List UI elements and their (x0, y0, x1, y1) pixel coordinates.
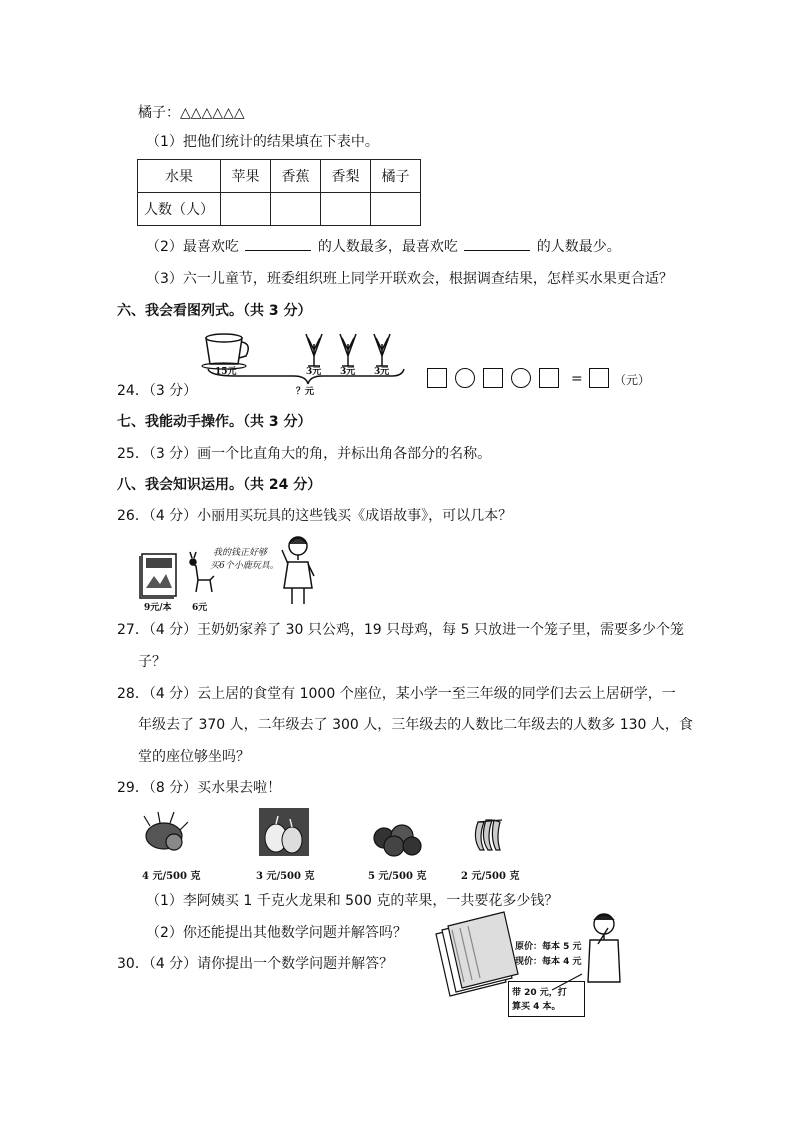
unit-label: （元） (614, 373, 651, 387)
book-icon (140, 554, 176, 598)
speech-bubble-line: 我的钱正好够 (213, 548, 268, 558)
table-header-cell: 水果 (138, 160, 221, 193)
fruit-price-label: 3 元/500 克 (256, 871, 315, 882)
question-26-text: 26．（4 分）小丽用买玩具的这些钱买《成语故事》，可以几本？ (117, 508, 513, 524)
question-24-label: 24．（3 分） (117, 383, 198, 399)
current-price-label: 现价：每本 4 元 (515, 957, 582, 967)
question-3-text: （3）六一儿童节，班委组织班上同学开联欢会，根据调查结果，怎样买水果更合适？ (146, 271, 673, 287)
answer-box[interactable] (539, 368, 559, 388)
question-25-text: 25．（3 分）画一个比直角大的角，并标出角各部分的名称。 (117, 446, 492, 462)
plant-icon (340, 334, 356, 366)
question-29-1-text: （1）李阿姨买 1 千克火龙果和 500 克的苹果，一共要花多少钱？ (146, 893, 559, 909)
speech-line: 带 20 元，打 (512, 988, 567, 998)
question-27-text: 27．（4 分）王奶奶家养了 30 只公鸡，19 只母鸡，每 5 只放进一个笼子里，需要多少个笼 (117, 622, 684, 638)
plant-price-label: 3元 (306, 367, 322, 377)
answer-blank[interactable] (464, 238, 530, 251)
question-28-text-cont: 年级去了 370 人，二年级去了 300 人，三年级去的人数比二年级去的人数多 130 人，食 (138, 717, 693, 733)
section-7-heading: 七、我能动手操作。（共 3 分） (117, 414, 312, 430)
plant-price-label: 3元 (374, 367, 390, 377)
answer-cell[interactable] (321, 193, 371, 226)
table-header-cell: 香梨 (321, 160, 371, 193)
answer-box[interactable] (427, 368, 447, 388)
question-30-text: 30．（4 分）请你提出一个数学问题并解答？ (117, 956, 394, 972)
fruit-price-label: 5 元/500 克 (368, 871, 427, 882)
question-1-text: （1）把他们统计的结果填在下表中。 (146, 134, 379, 150)
question-27-text-cont: 子？ (138, 654, 166, 670)
result-box[interactable] (589, 368, 609, 388)
answer-cell[interactable] (271, 193, 321, 226)
question-28-text: 28．（4 分）云上居的食堂有 1000 个座位，某小学一至三年级的同学们去云上居研学，一 (117, 686, 676, 702)
table-header-row (138, 160, 421, 193)
apple-icon (374, 825, 421, 856)
notebooks-icon (436, 912, 518, 996)
question-29-2-text: （2）你还能提出其他数学问题并解答吗？ (146, 925, 407, 941)
man-icon (588, 914, 620, 982)
original-price-label: 原价：每本 5 元 (515, 942, 582, 952)
operator-circle[interactable] (511, 368, 531, 388)
table-header-cell: 橘子 (371, 160, 421, 193)
table-header-cell: 香蕉 (271, 160, 321, 193)
question-2-text (146, 238, 621, 256)
answer-blank[interactable] (245, 238, 311, 251)
pear-icon (259, 808, 309, 856)
table-header-cell: 苹果 (221, 160, 271, 193)
equals-sign: = (571, 371, 583, 387)
question-28-text-cont: 堂的座位够坐吗？ (138, 749, 250, 765)
plant-price-label: 3元 (340, 367, 356, 377)
plant-icon (306, 334, 322, 366)
operator-circle[interactable] (455, 368, 475, 388)
answer-cell[interactable] (371, 193, 421, 226)
book-price-label: 9元/本 (144, 603, 172, 613)
toy-price-label: 6元 (192, 603, 208, 613)
speech-bubble-line: 买6个小鹿玩具。 (210, 561, 279, 571)
table-row (138, 193, 421, 226)
table-row-label: 人数（人） (138, 193, 221, 226)
fruit-price-label: 2 元/500 克 (461, 871, 520, 882)
answer-box[interactable] (483, 368, 503, 388)
cup-price-label: 15元 (215, 367, 237, 377)
section-8-heading: 八、我会知识运用。（共 24 分） (117, 477, 322, 493)
fruit-statistics-table (137, 159, 421, 226)
girl-icon (282, 537, 314, 604)
section-6-heading: 六、我会看图列式。（共 3 分） (117, 303, 312, 319)
q2-part-a: （2）最喜欢吃 (146, 239, 239, 255)
total-price-label: ？元 (296, 387, 315, 397)
plant-icon (374, 334, 390, 366)
speech-line: 算买 4 本。 (512, 1002, 561, 1012)
q2-part-c: 的人数最少。 (536, 239, 621, 255)
fruit-pictures (140, 806, 520, 862)
fruit-price-label: 4 元/500 克 (142, 871, 201, 882)
q2-part-b: 的人数最多，最喜欢吃 (317, 239, 458, 255)
dragon-fruit-icon (144, 812, 188, 850)
answer-cell[interactable] (221, 193, 271, 226)
question-29-text: 29．（8 分）买水果去啦！ (117, 780, 282, 796)
banana-icon (475, 820, 502, 850)
orange-tally-row: 橘子：△△△△△△ (138, 105, 245, 121)
